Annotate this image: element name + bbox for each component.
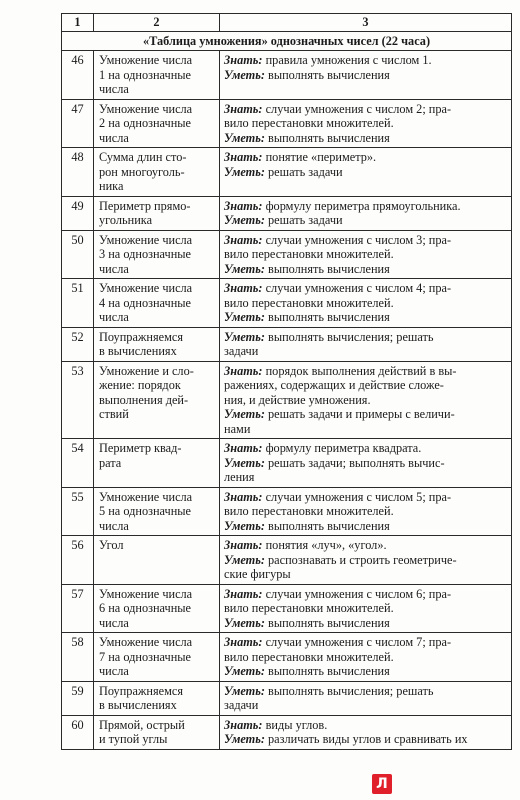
requirement-line xyxy=(224,310,507,325)
topic-line: в вычислениях xyxy=(99,344,177,358)
lesson-number: 49 xyxy=(62,196,94,230)
requirement-line xyxy=(224,635,507,650)
lesson-requirements xyxy=(220,681,512,715)
lesson-requirements xyxy=(220,715,512,749)
know-label: Знать: xyxy=(224,101,263,116)
table-row xyxy=(62,715,512,749)
requirement-line xyxy=(224,53,507,68)
topic-line: Периметр квад- xyxy=(99,441,182,455)
requirement-line xyxy=(224,587,507,602)
know-label: Знать: xyxy=(224,489,263,504)
requirement-line xyxy=(224,247,507,262)
requirement-line xyxy=(224,538,507,553)
requirement-line xyxy=(224,698,507,713)
able-label: Уметь: xyxy=(224,518,265,533)
table-row xyxy=(62,681,512,715)
topic-line: угольника xyxy=(99,213,153,227)
curriculum-table xyxy=(61,13,512,750)
requirement-line xyxy=(224,470,507,485)
requirement-line xyxy=(224,422,507,437)
requirement-text: распознавать и строить геометриче- xyxy=(268,552,457,567)
lesson-topic xyxy=(94,681,220,715)
requirement-text: выполнять вычисления xyxy=(268,130,390,145)
know-label: Знать: xyxy=(224,198,263,213)
requirement-line xyxy=(224,456,507,471)
header-col-1: 1 xyxy=(62,14,94,32)
requirement-line xyxy=(224,519,507,534)
requirement-text: решать задачи; выполнять вычис- xyxy=(268,455,445,470)
topic-line: числа xyxy=(99,518,129,533)
lesson-topic xyxy=(94,361,220,439)
know-label: Знать: xyxy=(224,635,263,649)
requirement-line xyxy=(224,344,507,359)
lesson-topic xyxy=(94,439,220,488)
section-title: «Таблица умножения» однозначных чисел (22 часа) xyxy=(62,31,512,51)
lesson-topic xyxy=(94,536,220,585)
topic-line: Умножение числа xyxy=(99,635,193,649)
lesson-number: 55 xyxy=(62,487,94,536)
lesson-requirements xyxy=(220,99,512,148)
topic-line: числа xyxy=(99,261,129,276)
requirement-text: выполнять вычисления; решать xyxy=(268,683,434,698)
lesson-number: 58 xyxy=(62,633,94,682)
requirement-text: выполнять вычисления xyxy=(268,615,390,630)
requirement-text: задачи xyxy=(224,698,259,712)
lesson-requirements xyxy=(220,230,512,279)
lesson-requirements xyxy=(220,327,512,361)
requirement-text: ния, и действие умножения. xyxy=(224,392,371,407)
topic-line: Прямой, острый xyxy=(99,717,185,732)
lesson-requirements xyxy=(220,51,512,100)
requirement-text: вило перестановки множителей. xyxy=(224,649,394,664)
able-label: Уметь: xyxy=(224,261,265,276)
publisher-logo-letter: Л xyxy=(376,776,388,792)
requirement-line xyxy=(224,567,507,582)
lesson-topic xyxy=(94,584,220,633)
topic-line: и тупой углы xyxy=(99,732,168,746)
requirement-text: ражениях, содержащих и действие сложе- xyxy=(224,378,444,392)
requirement-line xyxy=(224,330,507,345)
requirement-text: выполнять вычисления xyxy=(268,664,390,678)
topic-line: числа xyxy=(99,310,129,324)
topic-line: в вычислениях xyxy=(99,698,177,712)
requirement-text: выполнять вычисления xyxy=(268,67,390,82)
know-label: Знать: xyxy=(224,53,263,67)
lesson-topic xyxy=(94,279,220,328)
requirement-text: случаи умножения с числом 5; пра- xyxy=(265,489,452,504)
table-row xyxy=(62,584,512,633)
requirement-text: случаи умножения с числом 2; пра- xyxy=(265,101,452,116)
topic-line: числа xyxy=(99,130,129,145)
requirement-line xyxy=(224,616,507,631)
know-label: Знать: xyxy=(224,717,263,732)
requirement-line xyxy=(224,684,507,699)
requirement-text: выполнять вычисления xyxy=(268,310,390,324)
able-label: Уметь: xyxy=(224,552,265,567)
topic-line: Умножение числа xyxy=(99,53,193,67)
topic-line: 5 на однозначные xyxy=(99,504,192,518)
topic-line: 2 на однозначные xyxy=(99,116,192,130)
topic-line: Угол xyxy=(99,538,124,552)
able-label: Уметь: xyxy=(224,683,265,698)
requirement-line xyxy=(224,393,507,408)
requirement-line xyxy=(224,199,507,214)
table-row xyxy=(62,51,512,100)
topic-line: Поупражняемся xyxy=(99,329,183,344)
lesson-number: 52 xyxy=(62,327,94,361)
lesson-topic xyxy=(94,633,220,682)
know-label: Знать: xyxy=(224,281,263,295)
able-label: Уметь: xyxy=(224,164,265,179)
requirement-text: решать задачи xyxy=(268,164,343,179)
table-row xyxy=(62,279,512,328)
header-col-3: 3 xyxy=(220,14,512,32)
requirement-line xyxy=(224,650,507,665)
topic-line: рата xyxy=(99,455,122,470)
lesson-topic xyxy=(94,327,220,361)
topic-line: Умножение числа xyxy=(99,101,193,116)
able-label: Уметь: xyxy=(224,130,265,145)
topic-line: 1 на однозначные xyxy=(99,67,192,82)
able-label: Уметь: xyxy=(224,664,265,678)
lesson-requirements xyxy=(220,148,512,197)
topic-line: числа xyxy=(99,664,129,678)
lesson-topic xyxy=(94,715,220,749)
lesson-number: 51 xyxy=(62,279,94,328)
publisher-logo xyxy=(372,774,392,794)
requirement-text: выполнять вычисления xyxy=(268,261,390,276)
lesson-number: 54 xyxy=(62,439,94,488)
able-label: Уметь: xyxy=(224,67,265,82)
requirement-line xyxy=(224,601,507,616)
header-col-2: 2 xyxy=(94,14,220,32)
topic-line: Умножение числа xyxy=(99,489,193,504)
requirement-text: вило перестановки множителей. xyxy=(224,247,394,261)
requirement-text: случаи умножения с числом 7; пра- xyxy=(265,635,452,649)
able-label: Уметь: xyxy=(224,407,265,421)
topic-line: 3 на однозначные xyxy=(99,247,192,261)
requirement-text: правила умножения с числом 1. xyxy=(265,53,432,67)
requirement-line xyxy=(224,102,507,117)
requirement-text: случаи умножения с числом 6; пра- xyxy=(265,586,452,601)
topic-line: Поупражняемся xyxy=(99,683,183,698)
requirement-line xyxy=(224,364,507,379)
requirement-line xyxy=(224,664,507,679)
lesson-number: 53 xyxy=(62,361,94,439)
lesson-topic xyxy=(94,148,220,197)
able-label: Уметь: xyxy=(224,329,265,344)
lesson-number: 48 xyxy=(62,148,94,197)
topic-line: 4 на однозначные xyxy=(99,295,192,310)
table-row xyxy=(62,487,512,536)
requirement-text: ления xyxy=(224,470,255,484)
topic-line: Умножение числа xyxy=(99,281,193,295)
table-row xyxy=(62,196,512,230)
able-label: Уметь: xyxy=(224,615,265,630)
requirement-text: решать задачи и примеры с величи- xyxy=(268,407,455,421)
topic-line: ствий xyxy=(99,407,129,421)
know-label: Знать: xyxy=(224,538,263,552)
requirement-text: вило перестановки множителей. xyxy=(224,601,394,615)
know-label: Знать: xyxy=(224,232,263,247)
requirement-text: вило перестановки множителей. xyxy=(224,295,394,310)
know-label: Знать: xyxy=(224,150,263,164)
lesson-number: 50 xyxy=(62,230,94,279)
requirement-text: случаи умножения с числом 3; пра- xyxy=(265,232,452,247)
header-row xyxy=(62,14,512,32)
table-row xyxy=(62,439,512,488)
topic-line: ника xyxy=(99,179,124,193)
requirement-text: различать виды углов и сравнивать их xyxy=(268,732,468,746)
requirement-line xyxy=(224,718,507,733)
requirement-line xyxy=(224,131,507,146)
know-label: Знать: xyxy=(224,586,263,601)
know-label: Знать: xyxy=(224,363,263,378)
requirement-text: решать задачи xyxy=(268,213,343,227)
requirement-line xyxy=(224,441,507,456)
table-row xyxy=(62,327,512,361)
requirement-line xyxy=(224,233,507,248)
requirement-line xyxy=(224,553,507,568)
know-label: Знать: xyxy=(224,441,263,455)
lesson-number: 47 xyxy=(62,99,94,148)
requirement-text: вило перестановки множителей. xyxy=(224,116,394,130)
requirement-line xyxy=(224,150,507,165)
lesson-topic xyxy=(94,487,220,536)
lesson-requirements xyxy=(220,584,512,633)
requirement-text: формулу периметра прямоугольника. xyxy=(265,198,461,213)
requirement-text: вило перестановки множителей. xyxy=(224,504,394,518)
lesson-topic xyxy=(94,99,220,148)
topic-line: Сумма длин сто- xyxy=(99,150,187,164)
able-label: Уметь: xyxy=(224,310,265,324)
lesson-requirements xyxy=(220,487,512,536)
requirement-line xyxy=(224,281,507,296)
topic-line: Умножение числа xyxy=(99,232,193,247)
topic-line: Периметр прямо- xyxy=(99,198,191,213)
requirement-line xyxy=(224,165,507,180)
lesson-topic xyxy=(94,230,220,279)
lesson-topic xyxy=(94,196,220,230)
lesson-requirements xyxy=(220,536,512,585)
topic-line: рон многоуголь- xyxy=(99,164,185,179)
table-row xyxy=(62,633,512,682)
able-label: Уметь: xyxy=(224,213,265,227)
topic-line: 7 на однозначные xyxy=(99,649,192,664)
table-row xyxy=(62,536,512,585)
requirement-line xyxy=(224,262,507,277)
requirement-line xyxy=(224,116,507,131)
requirement-line xyxy=(224,732,507,747)
requirement-text: понятия «луч», «угол». xyxy=(265,538,387,552)
lesson-number: 59 xyxy=(62,681,94,715)
requirement-line xyxy=(224,68,507,83)
requirement-line xyxy=(224,378,507,393)
able-label: Уметь: xyxy=(224,455,265,470)
topic-line: Умножение и сло- xyxy=(99,363,194,378)
topic-line: Умножение числа xyxy=(99,586,193,601)
requirement-line xyxy=(224,490,507,505)
table-row xyxy=(62,99,512,148)
lesson-number: 56 xyxy=(62,536,94,585)
table-row xyxy=(62,230,512,279)
lesson-topic xyxy=(94,51,220,100)
requirement-text: выполнять вычисления xyxy=(268,518,390,533)
lesson-number: 46 xyxy=(62,51,94,100)
table-row xyxy=(62,361,512,439)
requirement-text: случаи умножения с числом 4; пра- xyxy=(265,281,452,295)
lesson-requirements xyxy=(220,361,512,439)
section-row xyxy=(62,31,512,51)
topic-line: выполнения дей- xyxy=(99,392,189,407)
requirement-text: виды углов. xyxy=(265,717,328,732)
requirement-text: ские фигуры xyxy=(224,567,291,581)
requirement-text: выполнять вычисления; решать xyxy=(268,329,434,344)
lesson-requirements xyxy=(220,633,512,682)
requirement-line xyxy=(224,213,507,228)
requirement-text: формулу периметра квадрата. xyxy=(265,441,422,455)
requirement-line xyxy=(224,504,507,519)
topic-line: жение: порядок xyxy=(99,378,181,392)
lesson-requirements xyxy=(220,439,512,488)
topic-line: числа xyxy=(99,615,129,630)
requirement-text: порядок выполнения действий в вы- xyxy=(265,363,457,378)
requirement-text: задачи xyxy=(224,344,259,358)
able-label: Уметь: xyxy=(224,732,265,746)
lesson-requirements xyxy=(220,279,512,328)
requirement-line xyxy=(224,407,507,422)
requirement-text: нами xyxy=(224,421,251,436)
lesson-number: 60 xyxy=(62,715,94,749)
requirement-line xyxy=(224,296,507,311)
lesson-requirements xyxy=(220,196,512,230)
topic-line: числа xyxy=(99,82,129,96)
topic-line: 6 на однозначные xyxy=(99,601,192,615)
lesson-number: 57 xyxy=(62,584,94,633)
requirement-text: понятие «периметр». xyxy=(265,150,377,164)
table-row xyxy=(62,148,512,197)
